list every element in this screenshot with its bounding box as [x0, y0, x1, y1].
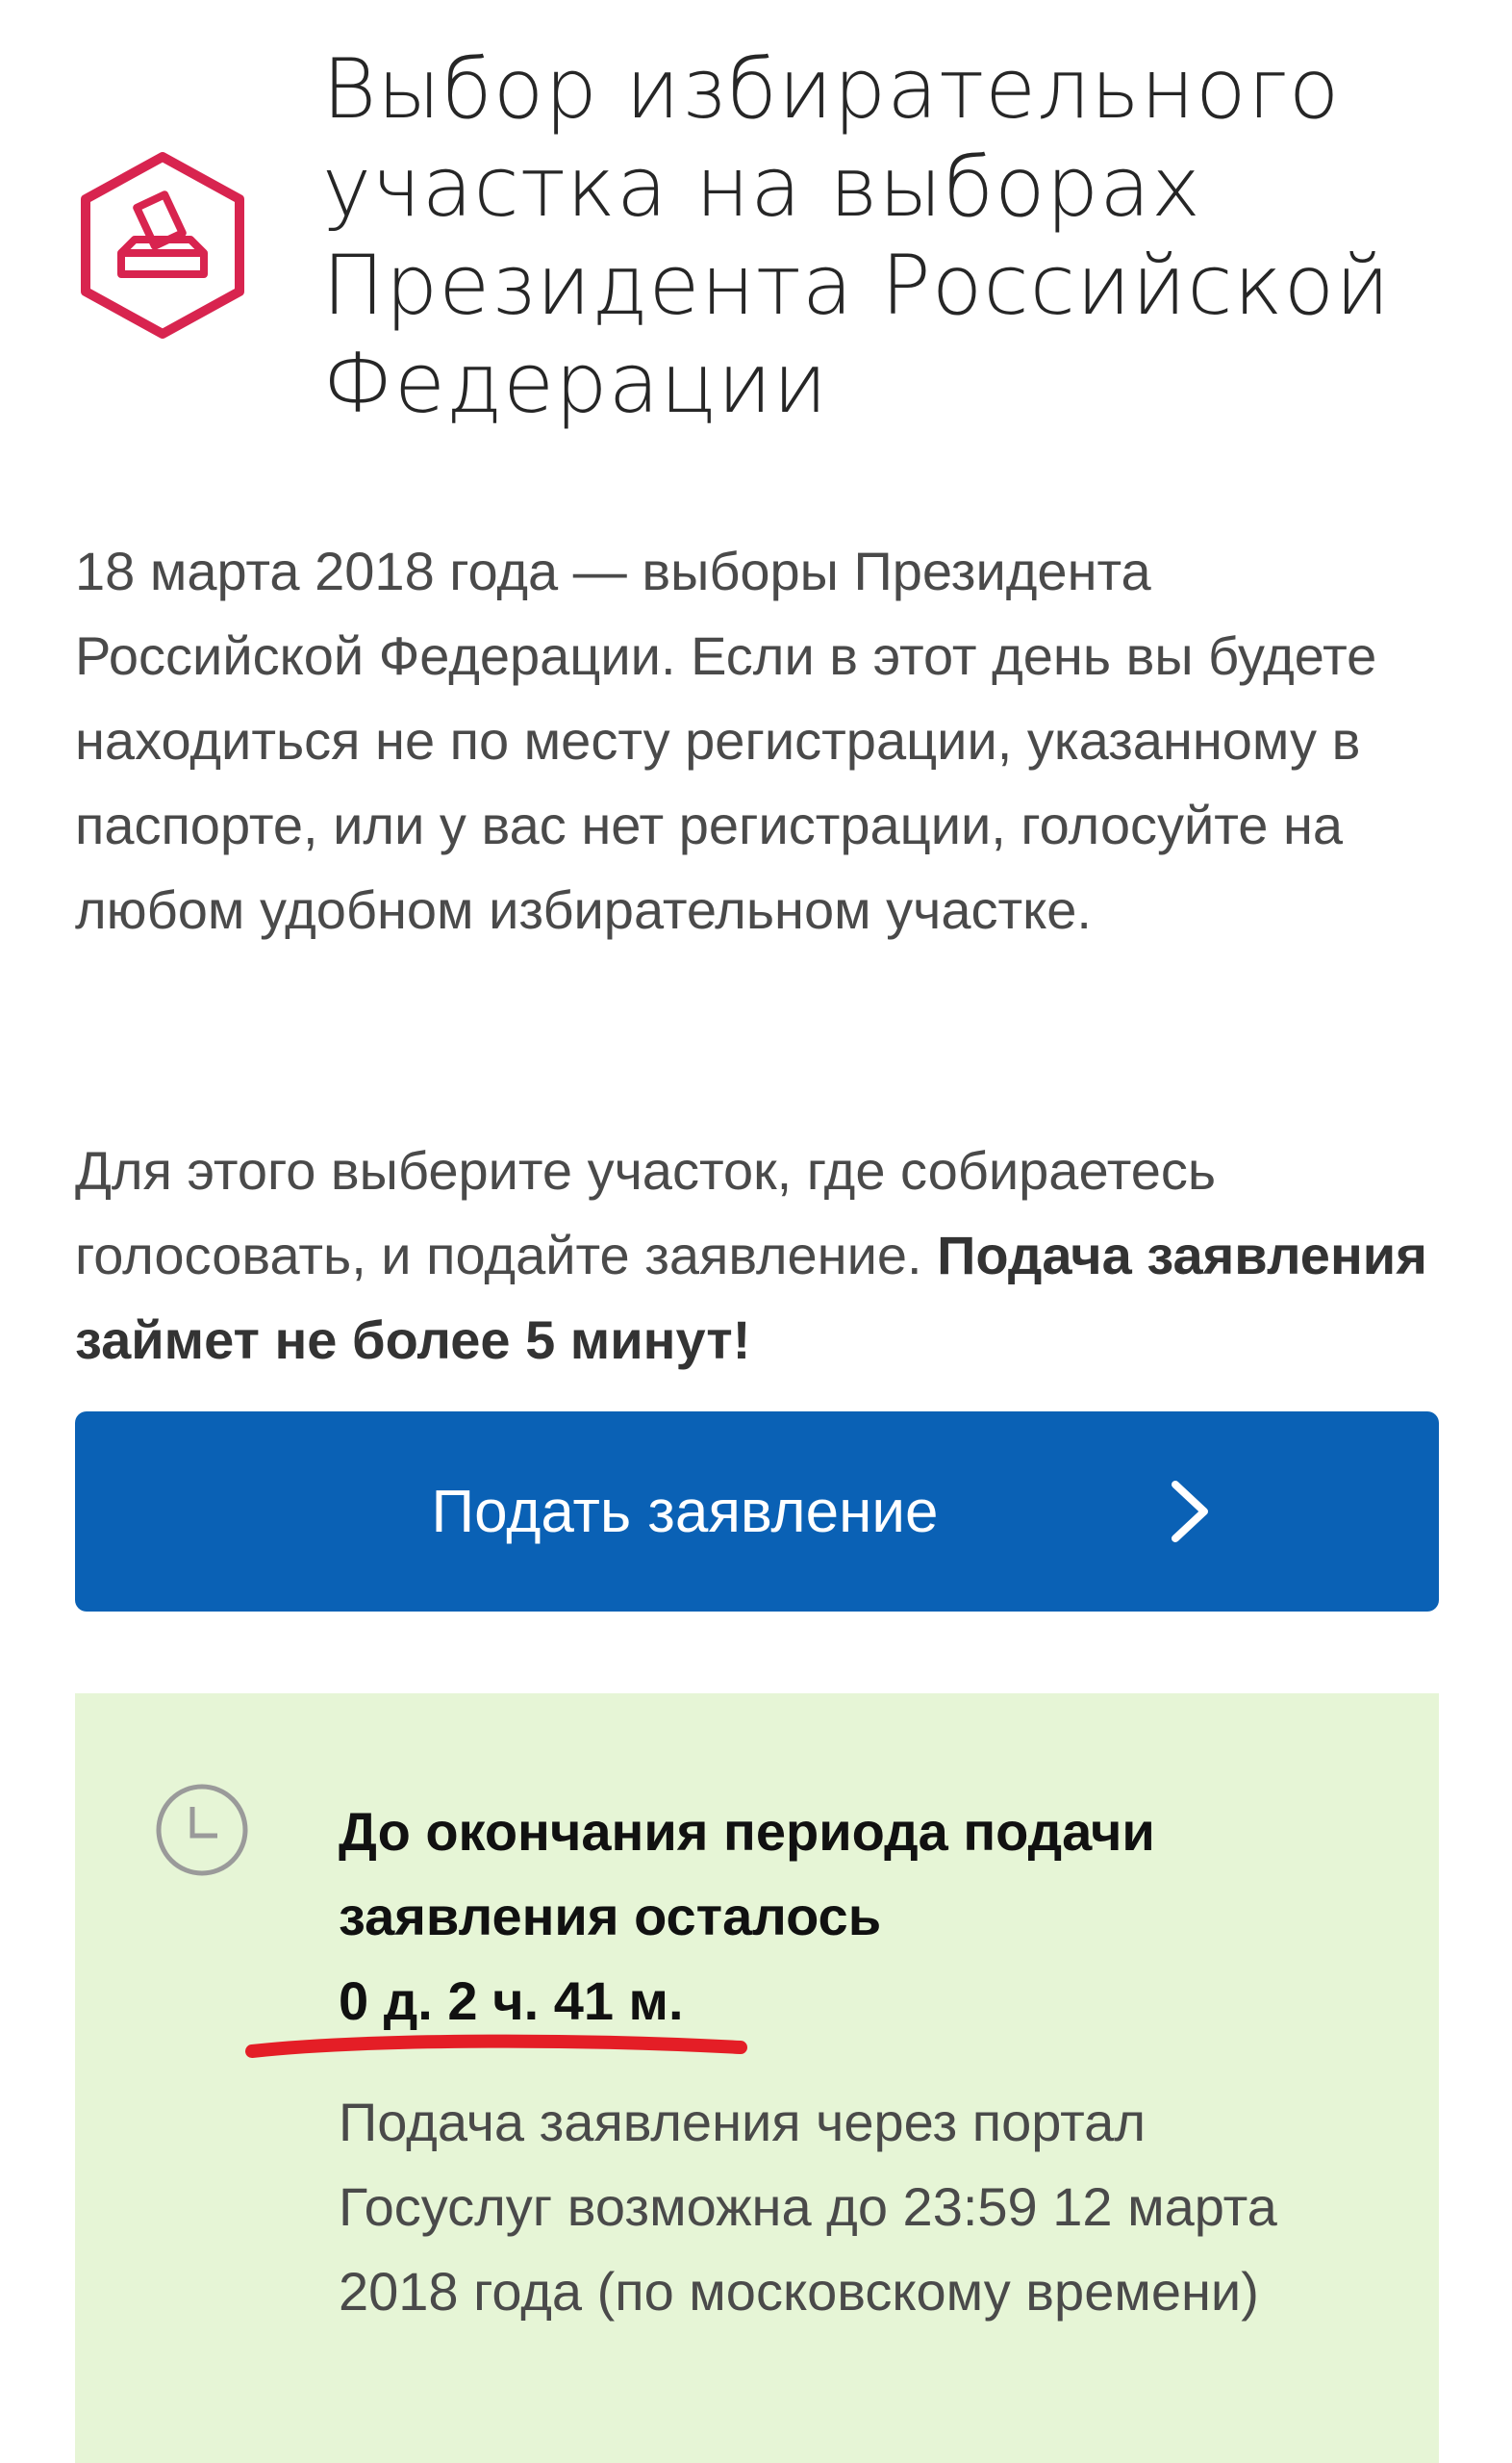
page-header	[0, 0, 1512, 462]
instruction-text: Для этого выберите участок, где собираетесь голосовать, и подайте заявление.	[75, 1140, 1217, 1285]
clock-icon	[154, 1782, 250, 1878]
page-title: Выбор избирательного участка на выборах Президента Российской Федерации	[322, 41, 1391, 432]
red-underline-mark	[242, 2030, 752, 2065]
deadline-notice-text: Подача заявления через портал Госуслуг возможна до 23:59 12 марта 2018 года (по московскому времени)	[339, 2092, 1277, 2322]
submit-application-button[interactable]	[75, 1411, 1439, 1612]
countdown-value: 0 д. 2 ч. 41 м.	[339, 1970, 684, 2031]
deadline-notice	[75, 1693, 1439, 2463]
instruction-paragraph	[75, 1129, 1441, 1383]
intro-paragraph: 18 марта 2018 года — выборы Президента Российской Федерации. Если в этот день вы будете находиться не по месту регистрации, указанному в паспорте, или у вас нет регистрации, голосуйте на любом удобном избирательном участке.	[75, 541, 1377, 940]
deadline-notice-title: До окончания периода подачи заявления осталось	[339, 1801, 1155, 1946]
chevron-right-icon	[1162, 1479, 1220, 1544]
ballot-box-icon	[75, 149, 250, 342]
instruction-bold-text: Подача заявления займет не более 5 минут!	[75, 1225, 1427, 1370]
submit-button-label: Подать заявление	[431, 1478, 939, 1545]
